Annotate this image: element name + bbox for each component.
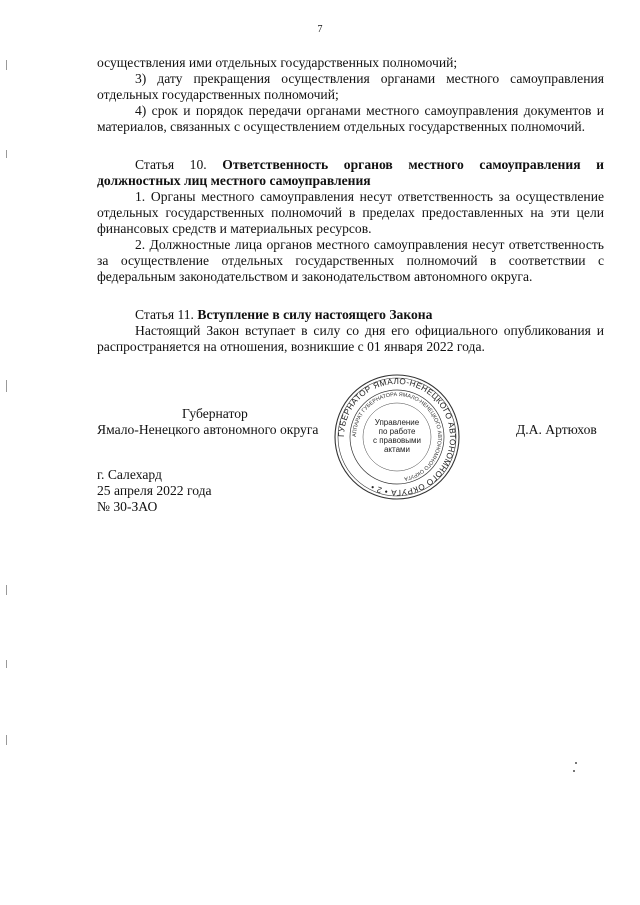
list-item: 4) срок и порядок передачи органами местного самоуправления документов и материалов, связанных с осуществлением отдельных государственных полномочий. bbox=[97, 103, 604, 135]
article-10-paragraph-1: 1. Органы местного самоуправления несут ответственность за осуществление отдельных государственных полномочий в пределах предоставленных на эти цели финансовых средств и материальных ресурсов. bbox=[97, 189, 604, 237]
seal-center-line: Управление bbox=[374, 418, 420, 427]
footer-city: г. Салехард bbox=[97, 467, 162, 482]
footer-number: № 30-ЗАО bbox=[97, 499, 158, 514]
scan-speck bbox=[575, 762, 577, 764]
article-10-paragraph-2: 2. Должностные лица органов местного самоуправления несут ответственность за осуществление отдельных государственных полномочий в соответствии с федеральным законодательством и законодательством автономного округа. bbox=[97, 237, 604, 285]
list-item: 3) дату прекращения осуществления органами местного самоуправления отдельных государственных полномочий; bbox=[97, 71, 604, 103]
seal-center-line: актами bbox=[383, 445, 411, 454]
footer-date: 25 апреля 2022 года bbox=[97, 483, 212, 498]
article-11-title: Вступление в силу настоящего Закона bbox=[197, 307, 433, 322]
seal-center-line: с правовыми bbox=[372, 436, 422, 445]
seal-outer-text: ГУБЕРНАТОР ЯМАЛО-НЕНЕЦКОГО АВТОНОМНОГО ОКРУГА • 2 • bbox=[336, 376, 458, 498]
article-10-title: Ответственность органов местного самоуправления и должностных лиц местного самоуправления bbox=[97, 157, 604, 189]
article-10-number: Статья 10. bbox=[135, 157, 207, 172]
scan-speck bbox=[573, 770, 575, 772]
page-number: 7 bbox=[317, 24, 323, 35]
official-seal bbox=[333, 373, 461, 501]
scan-edge-marks bbox=[6, 0, 8, 905]
signatory-name: Д.А. Артюхов bbox=[516, 422, 597, 437]
intro-text: осуществления ими отдельных государственных полномочий; bbox=[97, 55, 458, 70]
signatory-region: Ямало-Ненецкого автономного округа bbox=[97, 422, 319, 437]
article-11-heading bbox=[97, 307, 604, 323]
seal-inner-text: АППАРАТ ГУБЕРНАТОРА ЯМАЛО-НЕНЕЦКОГО АВТОНОМНОГО ОКРУГА bbox=[351, 391, 443, 482]
article-11-number: Статья 11. bbox=[135, 307, 194, 322]
seal-center-line: по работе bbox=[378, 427, 416, 436]
article-11-paragraph: Настоящий Закон вступает в силу со дня его официального опубликования и распространяется на отношения, возникшие с 01 января 2022 года. bbox=[97, 323, 604, 355]
article-10-heading bbox=[97, 157, 604, 189]
signatory-title: Губернатор bbox=[182, 406, 248, 421]
